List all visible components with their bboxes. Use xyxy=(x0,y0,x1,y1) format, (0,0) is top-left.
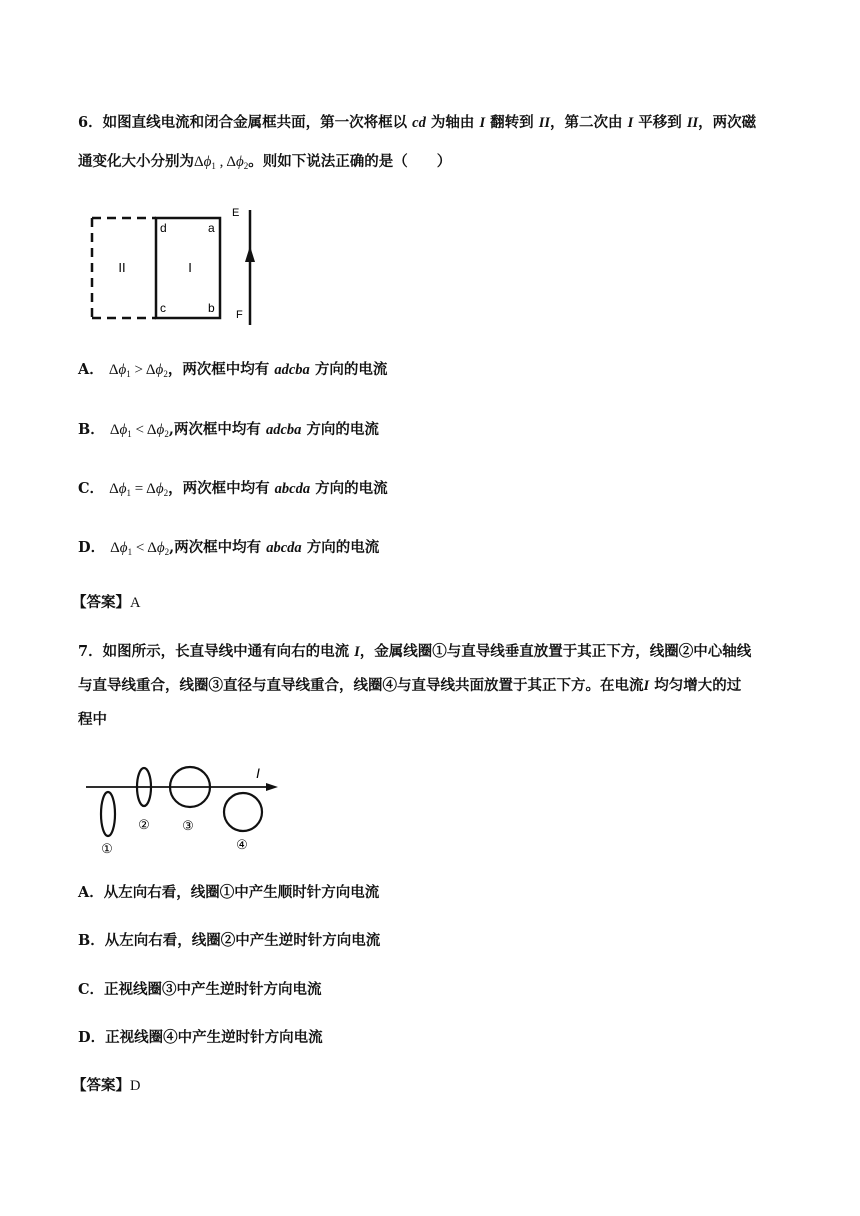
coil-3-label: ③ xyxy=(182,818,194,833)
wire-label-F: F xyxy=(236,309,243,321)
q7-option-A: A．从左向右看，线圈①中产生顺时针方向电流 xyxy=(78,884,380,901)
q7-number: 7 xyxy=(78,643,89,660)
q7-option-D: D．正视线圈④中产生逆时针方向电流 xyxy=(78,1029,323,1046)
corner-c: c xyxy=(160,301,166,315)
q6-option-C: C． $\Delta\phi_1 = \Delta\phi_2$，两次框中均有 abcda 方向的电流 xyxy=(78,480,388,498)
current-label-I: I xyxy=(256,765,260,781)
q7-stem-line-2: 与直导线重合，线圈③直径与直导线重合，线圈④与直导线共面放置于其正下方。在电流I 均匀增大的过 xyxy=(78,677,742,694)
label-II: II xyxy=(118,260,126,275)
q6-answer: 【答案】A xyxy=(72,594,141,611)
corner-a: a xyxy=(208,221,215,235)
q6-option-D: D． $\Delta\phi_1 < \Delta\phi_2$,两次框中均有 abcda 方向的电流 xyxy=(78,539,380,557)
q6-option-A: A． $\Delta\phi_1 > \Delta\phi_2$，两次框中均有 adcba 方向的电流 xyxy=(78,361,388,379)
q6-stem-line-2: 通变化大小分别为$\Delta\phi_1$ , $\Delta\phi_2$。则如下说法正确的是（ ） xyxy=(78,153,452,171)
q6-frame-figure xyxy=(84,200,274,330)
coil-2-label: ② xyxy=(138,817,150,832)
q7-stem-line-1: 7．如图所示，长直导线中通有向右的电流 I，金属线圈①与直导线垂直放置于其正下方，线圈②中心轴线 xyxy=(78,643,752,660)
q7-option-B: B．从左向右看，线圈②中产生逆时针方向电流 xyxy=(78,932,381,949)
q7-coil-figure xyxy=(84,760,284,860)
corner-b: b xyxy=(208,301,215,315)
q6-option-B: B． $\Delta\phi_1 < \Delta\phi_2$,两次框中均有 adcba 方向的电流 xyxy=(78,421,379,439)
coil-1-label: ① xyxy=(101,841,113,856)
label-I: I xyxy=(188,260,192,275)
flux-symbols: $\Delta\phi_1$ , $\Delta\phi_2$ xyxy=(194,154,249,171)
q7-answer: 【答案】D xyxy=(72,1077,141,1094)
q6-stem-line-1: 6．如图直线电流和闭合金属框共面，第一次将框以 cd 为轴由 I 翻转到 II，第二次由 I 平移到 II，两次磁 xyxy=(78,114,757,131)
q6-number: 6 xyxy=(78,114,89,131)
coil-4-label: ④ xyxy=(236,837,248,852)
wire-label-E: E xyxy=(232,207,240,219)
corner-d: d xyxy=(160,221,167,235)
q7-stem-line-3: 程中 xyxy=(78,711,107,728)
q7-option-C: C．正视线圈③中产生逆时针方向电流 xyxy=(78,981,322,998)
